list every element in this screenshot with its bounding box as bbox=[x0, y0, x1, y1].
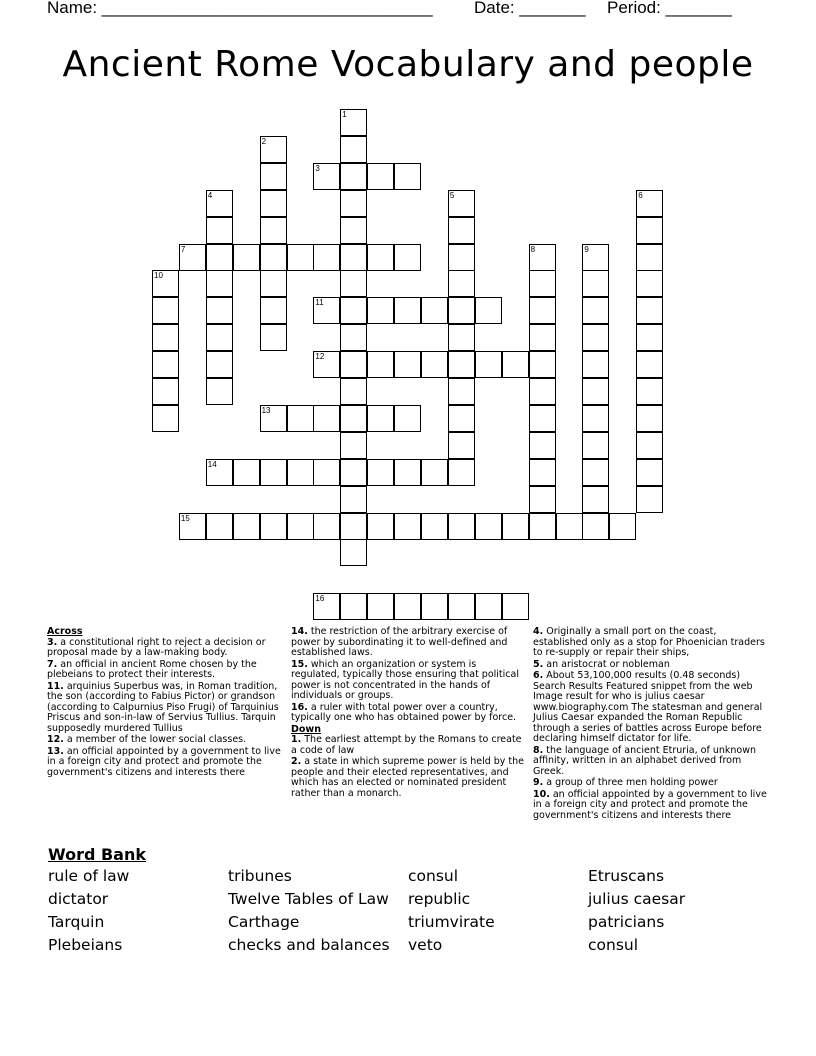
clue-text: a group of three men holding power bbox=[543, 777, 718, 788]
clue-item bbox=[533, 790, 768, 822]
name-field[interactable]: Name: ___________________________________ bbox=[47, 0, 433, 17]
grid-cell[interactable] bbox=[636, 244, 663, 271]
clue-item bbox=[47, 747, 282, 779]
grid-cell[interactable] bbox=[152, 324, 179, 351]
grid-cell[interactable] bbox=[582, 405, 609, 432]
grid-cell[interactable] bbox=[367, 297, 394, 324]
grid-cell[interactable] bbox=[260, 244, 287, 271]
grid-cell[interactable] bbox=[367, 459, 394, 486]
grid-cell[interactable] bbox=[636, 459, 663, 486]
word-bank-item: rule of law bbox=[48, 867, 130, 885]
word-bank-item: Plebeians bbox=[48, 936, 123, 954]
grid-cell[interactable] bbox=[421, 459, 448, 486]
grid-cell[interactable] bbox=[502, 593, 529, 620]
word-bank-item: veto bbox=[408, 936, 443, 954]
clue-item bbox=[47, 682, 282, 735]
grid-cell[interactable] bbox=[394, 513, 421, 540]
clue-text: a member of the lower social classes. bbox=[63, 734, 247, 745]
clue-number-label: 6. bbox=[533, 670, 544, 681]
clue-number-label: 14. bbox=[291, 626, 308, 637]
grid-cell[interactable] bbox=[448, 432, 475, 459]
clue-number: 4 bbox=[207, 190, 213, 200]
clue-text: a constitutional right to reject a decision or proposal made by a law-making body. bbox=[47, 636, 266, 658]
grid-cell[interactable] bbox=[313, 459, 340, 486]
clue-number: 15 bbox=[180, 513, 190, 523]
grid-cell[interactable] bbox=[260, 324, 287, 351]
clue-text: an official appointed by a government to live in a foreign city and protect and promote the government's citizens and interests there bbox=[533, 788, 767, 821]
grid-cell[interactable] bbox=[367, 405, 394, 432]
grid-cell[interactable] bbox=[582, 351, 609, 378]
grid-cell[interactable] bbox=[421, 593, 448, 620]
grid-cell[interactable] bbox=[394, 163, 421, 190]
grid-cell[interactable] bbox=[636, 324, 663, 351]
grid-cell[interactable] bbox=[287, 459, 314, 486]
grid-cell[interactable] bbox=[394, 405, 421, 432]
grid-cell[interactable] bbox=[582, 486, 609, 513]
grid-cell[interactable] bbox=[529, 270, 556, 297]
grid-cell[interactable] bbox=[529, 513, 556, 540]
grid-cell[interactable] bbox=[421, 513, 448, 540]
clue-number: 2 bbox=[261, 136, 267, 146]
grid-cell[interactable] bbox=[582, 432, 609, 459]
clue-number-label: 8. bbox=[533, 744, 544, 756]
grid-cell[interactable] bbox=[636, 297, 663, 324]
grid-cell[interactable] bbox=[582, 324, 609, 351]
grid-cell[interactable] bbox=[287, 513, 314, 540]
grid-cell[interactable] bbox=[556, 513, 583, 540]
grid-cell[interactable] bbox=[529, 486, 556, 513]
clue-number: 8 bbox=[530, 244, 536, 254]
grid-cell[interactable] bbox=[260, 297, 287, 324]
grid-cell[interactable] bbox=[313, 405, 340, 432]
grid-cell[interactable] bbox=[340, 244, 367, 271]
grid-cell[interactable] bbox=[448, 244, 475, 271]
grid-cell[interactable] bbox=[206, 270, 233, 297]
clue-text: The earliest attempt by the Romans to create a code of law bbox=[291, 734, 522, 756]
grid-cell[interactable] bbox=[340, 163, 367, 190]
clue-text: which an organization or system is regulated, typically those ensuring that political power is not concentrated in the hands of individuals or groups. bbox=[291, 658, 519, 701]
clue-text: About 53,100,000 results (0.48 seconds) Search Results Featured snippet from the web Image result for who is julius caesar www.biography.com The statesman and general Julius Caesar expanded the Roman Republic through a series of battles across Europe before declaring himself dictator for life. bbox=[533, 670, 763, 744]
grid-cell[interactable] bbox=[448, 405, 475, 432]
grid-cell[interactable] bbox=[340, 432, 367, 459]
grid-cell[interactable] bbox=[394, 593, 421, 620]
grid-cell[interactable] bbox=[340, 539, 367, 566]
clue-item bbox=[291, 660, 526, 702]
word-bank-item: dictator bbox=[48, 890, 109, 908]
date-field[interactable]: Date: _______ bbox=[474, 0, 586, 17]
clue-number-label: 15. bbox=[291, 658, 308, 670]
grid-cell[interactable] bbox=[529, 351, 556, 378]
page-title: Ancient Rome Vocabulary and people bbox=[62, 44, 754, 85]
clue-item bbox=[291, 757, 526, 799]
grid-cell[interactable] bbox=[367, 593, 394, 620]
grid-cell[interactable] bbox=[448, 270, 475, 297]
clue-text: an aristocrat or nobleman bbox=[543, 658, 670, 670]
grid-cell[interactable] bbox=[448, 324, 475, 351]
grid-cell[interactable] bbox=[206, 513, 233, 540]
grid-cell[interactable] bbox=[260, 217, 287, 244]
grid-cell[interactable] bbox=[636, 405, 663, 432]
word-bank-item: Twelve Tables of Law bbox=[228, 890, 389, 908]
grid-cell[interactable] bbox=[152, 378, 179, 405]
grid-cell[interactable] bbox=[448, 459, 475, 486]
grid-cell[interactable] bbox=[421, 351, 448, 378]
grid-cell[interactable] bbox=[582, 270, 609, 297]
clue-item bbox=[533, 671, 768, 745]
header bbox=[0, 0, 816, 20]
grid-cell[interactable] bbox=[448, 351, 475, 378]
grid-cell[interactable] bbox=[636, 270, 663, 297]
word-bank-item: checks and balances bbox=[228, 936, 390, 954]
clue-number-label: 1. bbox=[291, 734, 302, 745]
grid-cell[interactable] bbox=[340, 190, 367, 217]
clue-text: the restriction of the arbitrary exercise of power by subordinating it to well-defined and established laws. bbox=[291, 626, 508, 658]
word-bank-item: Tarquin bbox=[48, 913, 105, 931]
word-bank-item: tribunes bbox=[228, 867, 292, 885]
word-bank-item: Etruscans bbox=[588, 867, 665, 885]
grid-cell[interactable] bbox=[152, 297, 179, 324]
grid-cell[interactable] bbox=[260, 270, 287, 297]
grid-cell[interactable] bbox=[367, 163, 394, 190]
clue-number-label: 10. bbox=[533, 788, 550, 800]
clue-number: 1 bbox=[342, 110, 347, 119]
down-heading: Down bbox=[291, 723, 321, 735]
grid-cell[interactable] bbox=[340, 136, 367, 163]
grid-cell[interactable] bbox=[475, 297, 502, 324]
grid-cell[interactable] bbox=[394, 297, 421, 324]
grid-cell[interactable] bbox=[340, 270, 367, 297]
clue-item bbox=[291, 627, 526, 659]
grid-cell[interactable] bbox=[636, 432, 663, 459]
grid-cell[interactable] bbox=[636, 217, 663, 244]
grid-cell[interactable] bbox=[313, 244, 340, 271]
clue-number: 6 bbox=[638, 190, 643, 200]
clue-number: 5 bbox=[449, 190, 455, 200]
grid-cell[interactable] bbox=[260, 190, 287, 217]
clue-text: arquinius Superbus was, in Roman tradition, the son (according to Fabius Pictor) or grandson (according to Calpurnius Piso Frugi) of Tarquinius Priscus and son-in-law of Servius Tullius. Tarquin supposedly murdered Tullius bbox=[47, 680, 279, 734]
clue-number-label: 16. bbox=[291, 701, 308, 713]
grid-cell[interactable] bbox=[340, 217, 367, 244]
clue-number: 16 bbox=[315, 594, 325, 604]
clue-number: 14 bbox=[207, 459, 217, 469]
grid-cell[interactable] bbox=[340, 378, 367, 405]
grid-cell[interactable] bbox=[475, 593, 502, 620]
clues-column-3 bbox=[533, 627, 768, 822]
grid-cell[interactable] bbox=[475, 351, 502, 378]
clue-number-label: 12. bbox=[47, 734, 64, 745]
grid-cell[interactable] bbox=[206, 351, 233, 378]
grid-cell[interactable] bbox=[367, 513, 394, 540]
clue-item bbox=[291, 735, 526, 756]
grid-cell[interactable] bbox=[233, 459, 260, 486]
grid-cell[interactable] bbox=[636, 378, 663, 405]
grid-cell[interactable] bbox=[340, 486, 367, 513]
grid-cell[interactable] bbox=[448, 297, 475, 324]
clue-number-label: 4. bbox=[533, 626, 544, 637]
grid-cell[interactable] bbox=[448, 217, 475, 244]
grid-cell[interactable] bbox=[448, 378, 475, 405]
grid-cell[interactable] bbox=[206, 297, 233, 324]
clue-number: 9 bbox=[584, 244, 589, 254]
clue-number: 13 bbox=[261, 405, 271, 415]
clue-text: the language of ancient Etruria, of unknown affinity, written in an alphabet derived from Greek. bbox=[533, 744, 757, 777]
grid-cell[interactable] bbox=[340, 405, 367, 432]
clue-number: 10 bbox=[154, 271, 163, 281]
clue-number-label: 5. bbox=[533, 658, 544, 670]
grid-cell[interactable] bbox=[582, 297, 609, 324]
grid-cell[interactable] bbox=[206, 244, 233, 271]
grid-cell[interactable] bbox=[340, 459, 367, 486]
grid-cell[interactable] bbox=[152, 351, 179, 378]
grid-cell[interactable] bbox=[448, 513, 475, 540]
grid-cell[interactable] bbox=[260, 459, 287, 486]
grid-cell[interactable] bbox=[636, 486, 663, 513]
grid-cell[interactable] bbox=[313, 513, 340, 540]
grid-cell[interactable] bbox=[367, 244, 394, 271]
grid-cell[interactable] bbox=[582, 513, 609, 540]
grid-cell[interactable] bbox=[529, 378, 556, 405]
grid-cell[interactable] bbox=[582, 378, 609, 405]
grid-cell[interactable] bbox=[260, 513, 287, 540]
clue-number-label: 3. bbox=[47, 636, 58, 648]
across-heading: Across bbox=[47, 626, 83, 637]
grid-cell[interactable] bbox=[233, 513, 260, 540]
clues-column-1 bbox=[47, 627, 282, 779]
word-bank-item: consul bbox=[408, 867, 459, 885]
grid-cell[interactable] bbox=[529, 324, 556, 351]
grid-cell[interactable] bbox=[287, 405, 314, 432]
grid-cell[interactable] bbox=[529, 297, 556, 324]
grid-cell[interactable] bbox=[448, 593, 475, 620]
grid-cell[interactable] bbox=[367, 351, 394, 378]
clue-number: 7 bbox=[180, 244, 186, 254]
clue-item bbox=[533, 627, 768, 659]
clue-text: Originally a small port on the coast, established only as a stop for Phoenician traders to re-supply or repair their ships, bbox=[533, 626, 765, 658]
clue-number: 3 bbox=[315, 163, 320, 173]
grid-cell[interactable] bbox=[475, 513, 502, 540]
word-bank-item: Carthage bbox=[228, 913, 300, 931]
grid-cell[interactable] bbox=[394, 244, 421, 271]
clues-column-2 bbox=[291, 627, 526, 800]
clue-item bbox=[533, 746, 768, 778]
clue-number: 11 bbox=[315, 298, 324, 308]
clue-number-label: 2. bbox=[291, 756, 302, 767]
grid-cell[interactable] bbox=[502, 513, 529, 540]
clue-text: an official appointed by a government to live in a foreign city and protect and promote the government's citizens and interests there bbox=[47, 745, 281, 778]
grid-cell[interactable] bbox=[421, 297, 448, 324]
clue-text: an official in ancient Rome chosen by the plebeians to protect their interests. bbox=[47, 658, 257, 680]
clue-number-label: 7. bbox=[47, 658, 58, 670]
clue-number: 12 bbox=[315, 352, 325, 362]
word-bank-item: consul bbox=[588, 936, 639, 954]
grid-cell[interactable] bbox=[609, 513, 636, 540]
grid-cell[interactable] bbox=[152, 405, 179, 432]
grid-cell[interactable] bbox=[340, 513, 367, 540]
grid-cell[interactable] bbox=[233, 244, 260, 271]
grid-cell[interactable] bbox=[206, 324, 233, 351]
grid-cell[interactable] bbox=[287, 244, 314, 271]
grid-cell[interactable] bbox=[260, 163, 287, 190]
grid-cell[interactable] bbox=[394, 351, 421, 378]
grid-cell[interactable] bbox=[529, 432, 556, 459]
word-bank-title: Word Bank bbox=[48, 845, 147, 864]
clue-item bbox=[47, 638, 282, 659]
word-bank-item: republic bbox=[408, 890, 471, 908]
period-field[interactable]: Period: _______ bbox=[607, 0, 732, 17]
grid-cell[interactable] bbox=[636, 351, 663, 378]
clue-item bbox=[47, 735, 282, 746]
grid-cell[interactable] bbox=[529, 405, 556, 432]
grid-cell[interactable] bbox=[340, 593, 367, 620]
grid-cell[interactable] bbox=[529, 459, 556, 486]
grid-cell[interactable] bbox=[582, 459, 609, 486]
grid-cell[interactable] bbox=[394, 459, 421, 486]
grid-cell[interactable] bbox=[340, 351, 367, 378]
grid-cell[interactable] bbox=[340, 324, 367, 351]
grid-cell[interactable] bbox=[502, 351, 529, 378]
word-bank-item: patricians bbox=[588, 913, 665, 931]
word-bank-item: triumvirate bbox=[408, 913, 495, 931]
clue-text: a ruler with total power over a country, typically one who has obtained power by force. bbox=[291, 701, 517, 723]
clue-item bbox=[47, 660, 282, 681]
clue-text: a state in which supreme power is held by the people and their elected representatives, and which has an elected or nominated president rather than a monarch. bbox=[291, 756, 525, 799]
clue-number-label: 13. bbox=[47, 745, 64, 757]
grid-cell[interactable] bbox=[206, 378, 233, 405]
word-bank-item: julius caesar bbox=[588, 890, 686, 908]
clue-item bbox=[533, 778, 768, 789]
clue-number-label: 11. bbox=[47, 680, 64, 692]
grid-cell[interactable] bbox=[340, 297, 367, 324]
clue-item bbox=[533, 660, 768, 671]
grid-cell[interactable] bbox=[206, 217, 233, 244]
clue-number-label: 9. bbox=[533, 777, 544, 788]
clue-item bbox=[291, 703, 526, 724]
